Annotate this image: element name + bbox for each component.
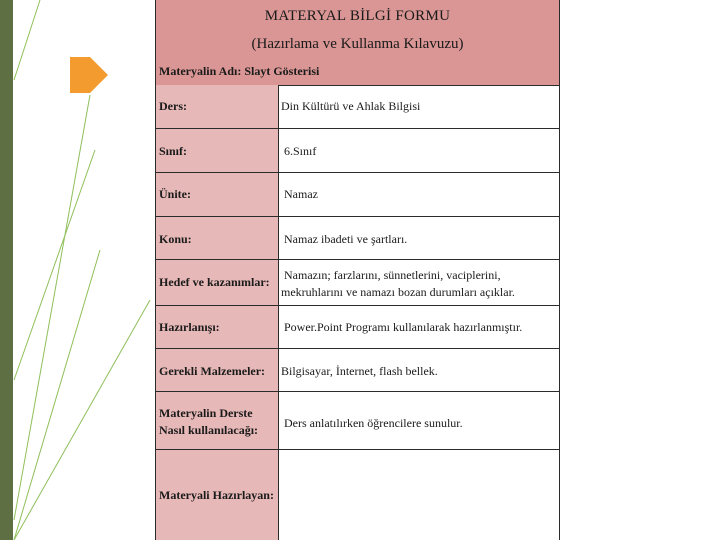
form-subtitle: (Hazırlama ve Kullanma Kılavuzu) bbox=[251, 36, 464, 52]
row-label: Hazırlanışı: bbox=[159, 320, 220, 334]
row-value: Namaz ibadeti ve şartları. bbox=[284, 232, 408, 246]
row-label-cell bbox=[156, 129, 279, 172]
row-label-cell bbox=[156, 392, 279, 449]
deco-line bbox=[14, 250, 100, 540]
deco-line bbox=[14, 0, 40, 80]
row-value: 6.Sınıf bbox=[284, 144, 317, 158]
material-name: Materyalin Adı: Slayt Gösterisi bbox=[159, 64, 320, 78]
row-label: Ünite: bbox=[159, 187, 191, 201]
table-row bbox=[156, 306, 559, 349]
row-value: Ders anlatılırken öğrencilere sunulur. bbox=[284, 416, 463, 430]
row-value: Namaz bbox=[284, 187, 318, 201]
row-label: Sınıf: bbox=[159, 144, 188, 158]
row-label-cell bbox=[156, 349, 279, 391]
table-row bbox=[156, 129, 559, 173]
row-label-cell bbox=[156, 260, 279, 305]
row-label-line2: Nasıl kullanılacağı: bbox=[159, 423, 259, 437]
form-header bbox=[156, 0, 559, 86]
table-row bbox=[156, 349, 559, 392]
row-label: Materyali Hazırlayan: bbox=[159, 488, 274, 502]
table-row bbox=[156, 173, 559, 217]
row-label: Gerekli Malzemeler: bbox=[159, 364, 266, 378]
row-value: Bilgisayar, İnternet, flash bellek. bbox=[281, 364, 438, 378]
table-row bbox=[156, 85, 559, 129]
table-row bbox=[156, 392, 559, 450]
row-label-cell bbox=[156, 173, 279, 216]
row-value-line1: Namazın; farzlarını, sünnetlerini, vaciplerini, bbox=[284, 268, 501, 282]
deco-line bbox=[14, 95, 90, 520]
row-label-cell bbox=[156, 450, 279, 540]
row-label-cell bbox=[156, 85, 279, 128]
row-label-cell bbox=[156, 306, 279, 348]
table-row bbox=[156, 260, 559, 306]
orange-arrow-shape bbox=[70, 57, 108, 93]
deco-line bbox=[14, 300, 150, 540]
deco-line bbox=[14, 150, 95, 380]
row-label: Hedef ve kazanımlar: bbox=[159, 275, 270, 289]
row-label: Konu: bbox=[159, 232, 192, 246]
form-title: MATERYAL BİLGİ FORMU bbox=[264, 8, 451, 24]
row-value-line2: mekruhlarını ve namazı bozan durumları açıklar. bbox=[281, 285, 515, 299]
row-label-line1: Materyalin Derste bbox=[159, 406, 253, 420]
material-info-form bbox=[155, 0, 560, 540]
row-label: Ders: bbox=[159, 99, 187, 113]
row-label-cell bbox=[156, 217, 279, 259]
table-row bbox=[156, 450, 559, 540]
table-row bbox=[156, 217, 559, 260]
row-value: Power.Point Programı kullanılarak hazırlanmıştır. bbox=[284, 320, 523, 334]
row-value: Din Kültürü ve Ahlak Bilgisi bbox=[281, 99, 421, 113]
